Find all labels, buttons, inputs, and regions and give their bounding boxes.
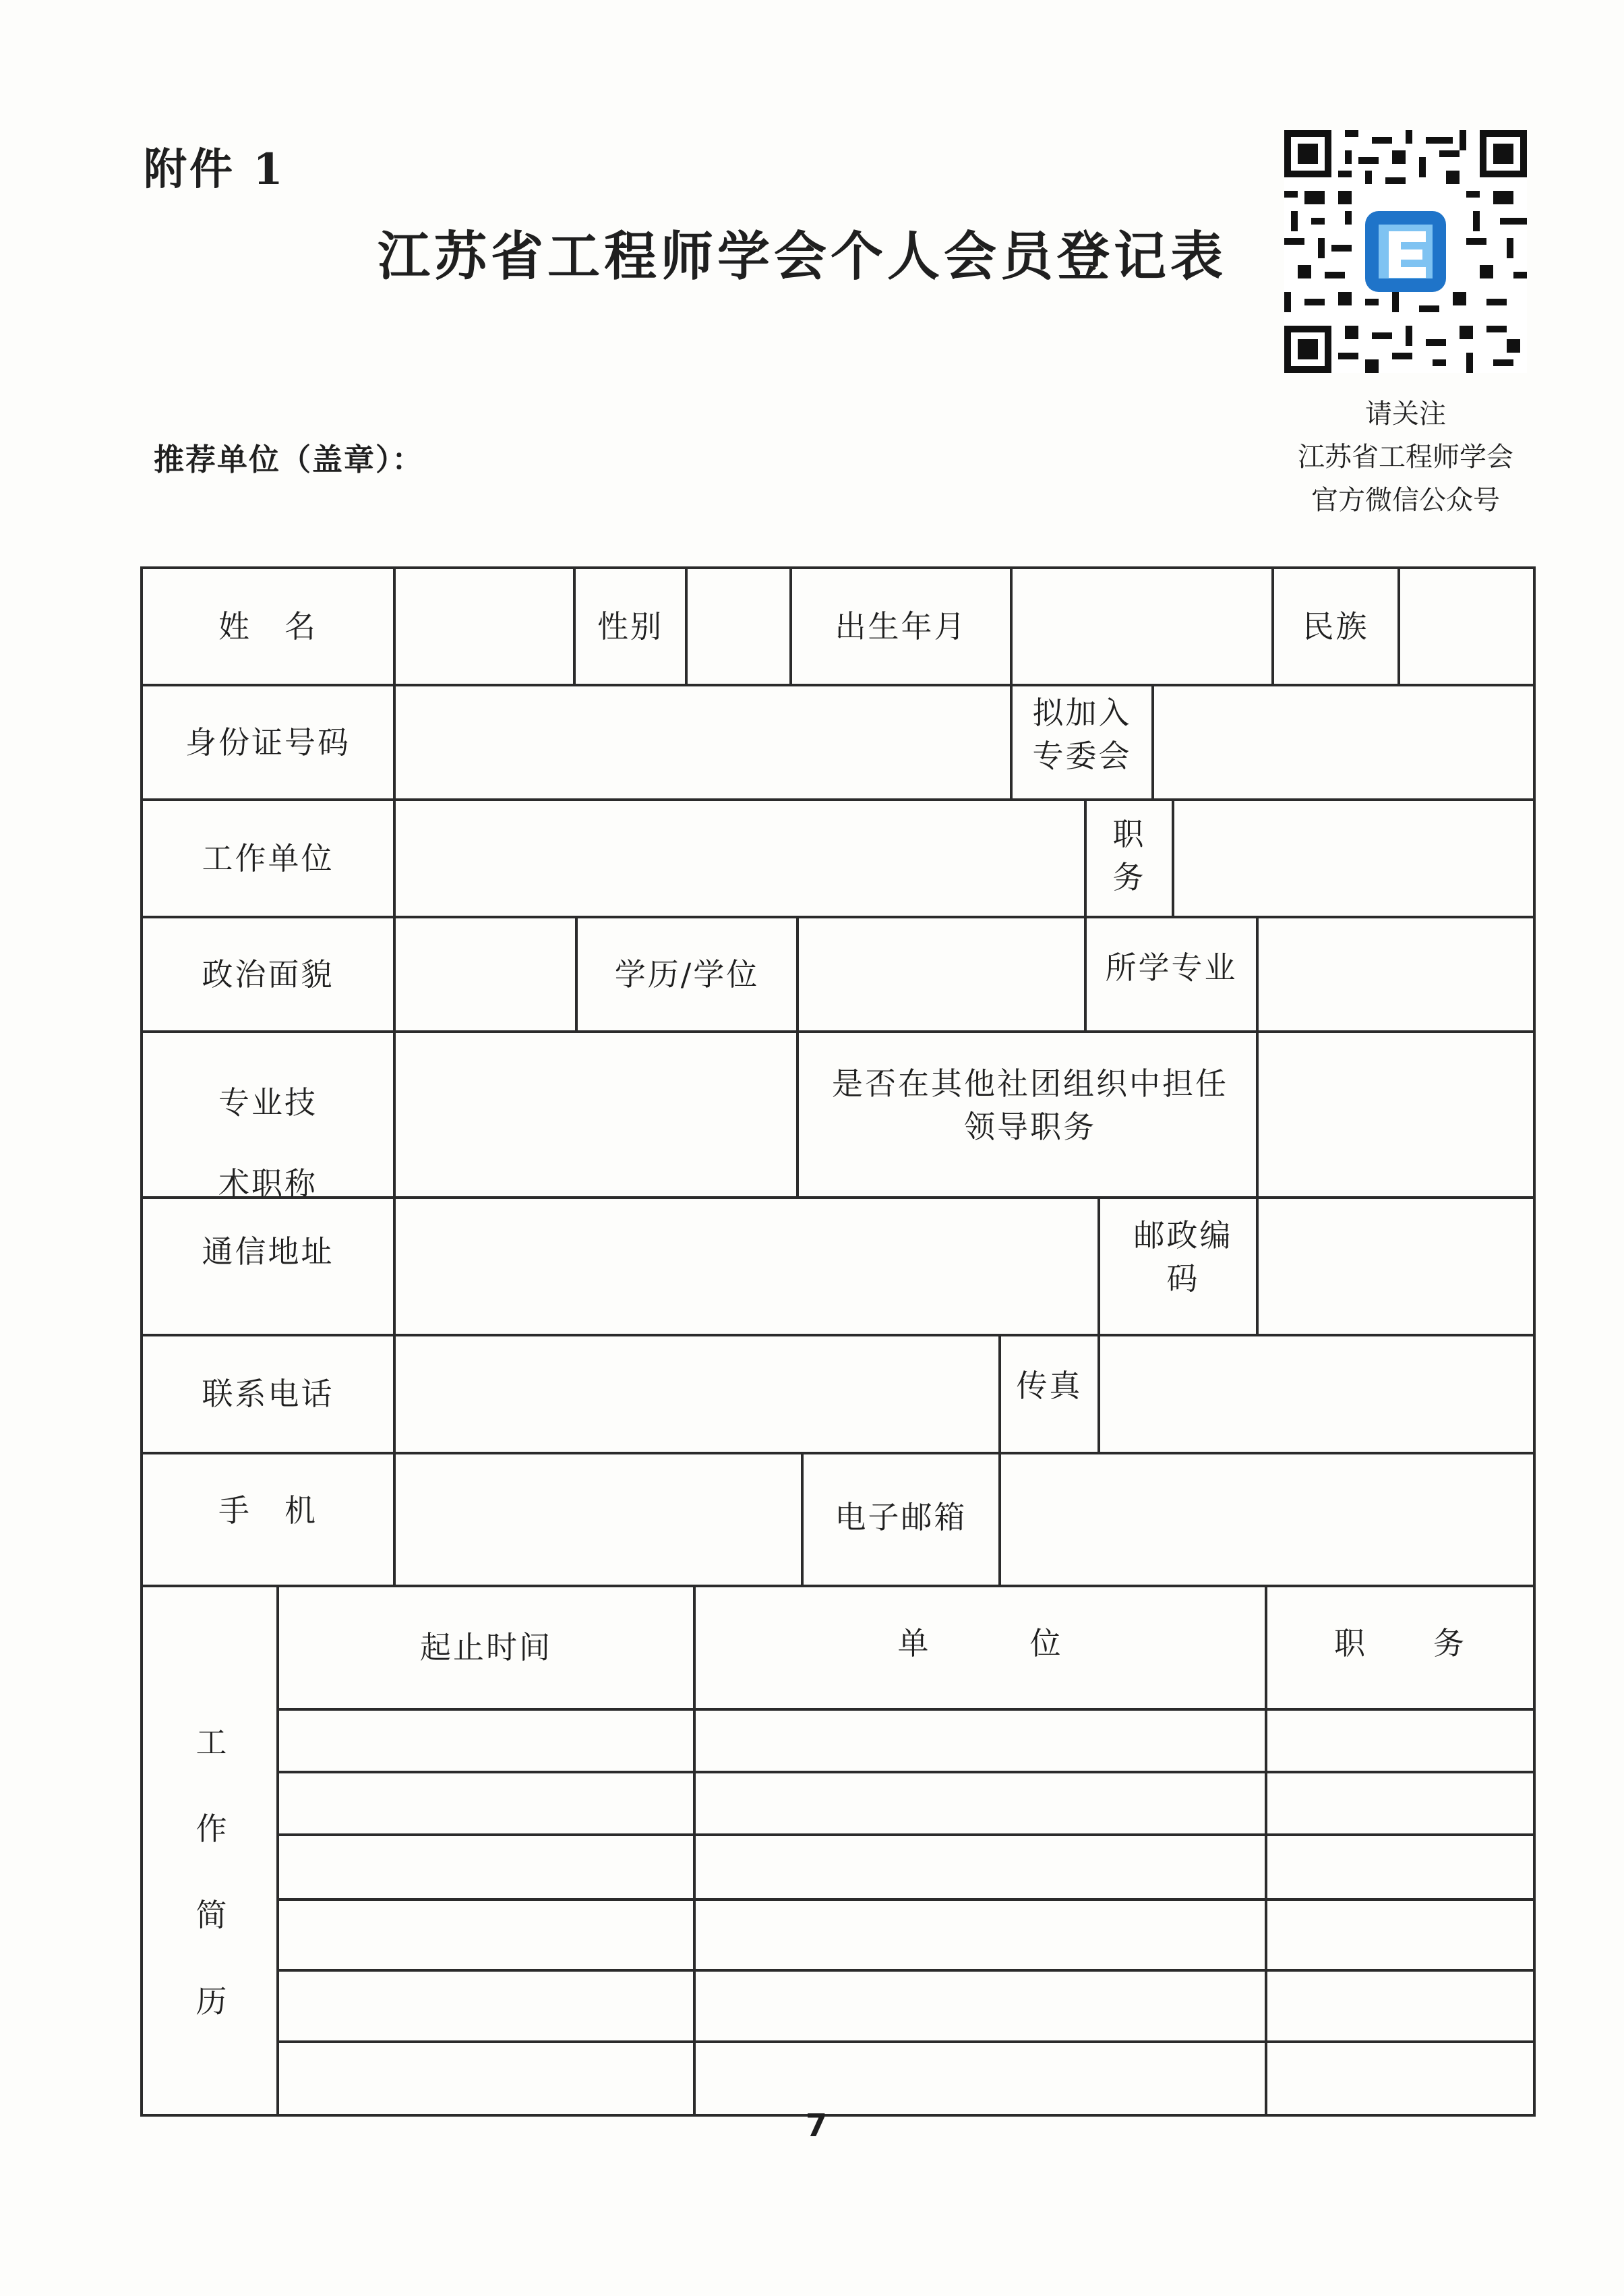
resume-row-5-employer[interactable] <box>697 1973 1263 2039</box>
resume-row-2-position[interactable] <box>1269 1775 1532 1832</box>
fax-field[interactable] <box>1102 1338 1532 1450</box>
resume-row-5-period[interactable] <box>280 1973 692 2039</box>
resume-row-1-position[interactable] <box>1269 1712 1532 1769</box>
ethnicity-label: 民族 <box>1302 608 1369 645</box>
ethnicity-field[interactable] <box>1402 570 1532 682</box>
committee-label: 拟加入专委会 <box>1032 695 1132 774</box>
email-label: 电子邮箱 <box>835 1499 967 1535</box>
resume-col-employer: 单 位 <box>897 1625 1063 1661</box>
form-title: 江苏省工程师学会个人会员登记表 <box>378 226 1228 287</box>
attachment-label: 附件 1 <box>144 144 286 195</box>
employer-label: 工作单位 <box>202 840 334 877</box>
name-field[interactable] <box>397 570 572 682</box>
resume-row-4-period[interactable] <box>280 1902 692 1968</box>
resume-row-4-position[interactable] <box>1269 1902 1532 1968</box>
work-resume-label: 工作简历 <box>196 1724 229 2020</box>
mobile-field[interactable] <box>397 1456 800 1583</box>
resume-row-3-period[interactable] <box>280 1837 692 1897</box>
resume-row-5-position[interactable] <box>1269 1973 1532 2039</box>
position-field[interactable] <box>1176 802 1532 914</box>
position-label: 职务 <box>1112 816 1146 895</box>
email-field[interactable] <box>1002 1456 1532 1583</box>
technical-title-field[interactable] <box>397 1034 795 1195</box>
major-label: 所学专业 <box>1105 949 1238 986</box>
postal-code-label: 邮政编码 <box>1133 1217 1233 1297</box>
id-number-label: 身份证号码 <box>185 724 351 761</box>
political-status-field[interactable] <box>397 920 574 1029</box>
resume-row-1-employer[interactable] <box>697 1712 1263 1769</box>
major-field[interactable] <box>1260 920 1532 1029</box>
qr-caption-line-2: 江苏省工程师学会 <box>1298 442 1513 473</box>
address-label: 通信地址 <box>202 1233 334 1270</box>
resume-row-4-employer[interactable] <box>697 1902 1263 1968</box>
name-label: 姓 名 <box>218 608 318 645</box>
resume-row-6-position[interactable] <box>1269 2044 1532 2113</box>
committee-field[interactable] <box>1155 688 1532 797</box>
birth-field[interactable] <box>1014 570 1270 682</box>
qr-caption-line-1: 请关注 <box>1365 399 1446 430</box>
employer-field[interactable] <box>397 802 1083 914</box>
postal-code-field[interactable] <box>1260 1200 1532 1332</box>
recommend-unit-label: 推荐单位（盖章）： <box>154 442 424 477</box>
phone-label: 联系电话 <box>202 1376 334 1412</box>
education-label: 学历/学位 <box>614 956 760 993</box>
gender-label: 性别 <box>597 608 663 645</box>
education-field[interactable] <box>800 920 1083 1029</box>
phone-field[interactable] <box>397 1338 997 1450</box>
fax-label: 传真 <box>1016 1367 1083 1404</box>
qr-caption-line-3: 官方微信公众号 <box>1311 485 1500 516</box>
resume-col-period: 起止时间 <box>420 1629 552 1666</box>
id-number-field[interactable] <box>397 688 1009 797</box>
other-org-label: 是否在其他社团组织中担任领导职务 <box>832 1065 1228 1145</box>
mobile-label: 手 机 <box>218 1492 318 1529</box>
resume-col-position: 职 务 <box>1334 1625 1466 1661</box>
address-field[interactable] <box>397 1200 1096 1332</box>
resume-row-6-employer[interactable] <box>697 2044 1263 2113</box>
other-org-field[interactable] <box>1260 1034 1532 1195</box>
birth-label: 出生年月 <box>835 608 967 645</box>
resume-row-3-position[interactable] <box>1269 1837 1532 1897</box>
resume-row-6-period[interactable] <box>280 2044 692 2113</box>
resume-row-2-employer[interactable] <box>697 1775 1263 1832</box>
technical-title-label: 专业技术职称 <box>218 1084 318 1202</box>
political-status-label: 政治面貌 <box>202 956 334 993</box>
gender-field[interactable] <box>689 570 788 682</box>
resume-row-3-employer[interactable] <box>697 1837 1263 1897</box>
page-number: 7 <box>806 2107 828 2144</box>
resume-row-2-period[interactable] <box>280 1775 692 1832</box>
resume-row-1-period[interactable] <box>280 1712 692 1769</box>
